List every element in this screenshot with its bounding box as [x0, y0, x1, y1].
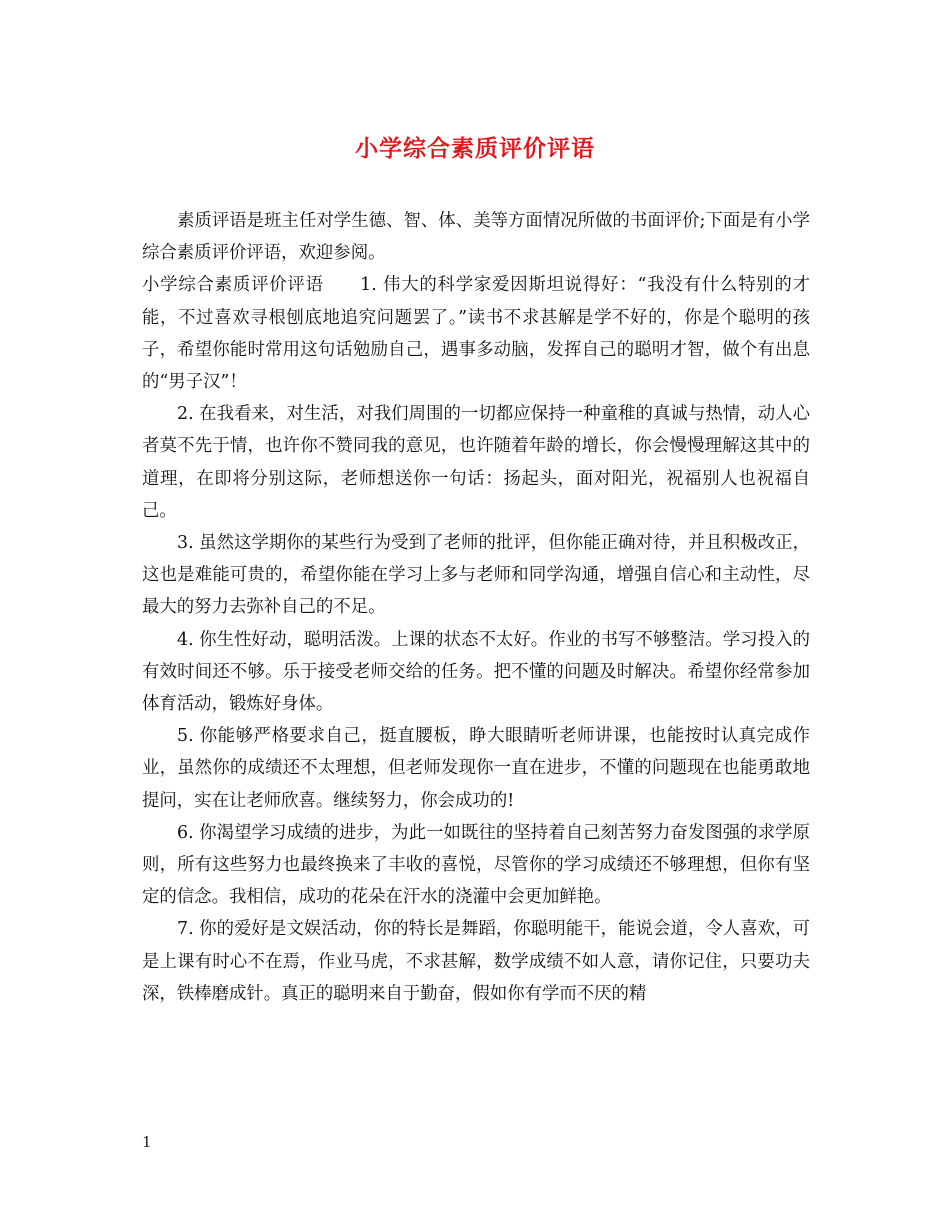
document-body — [142, 205, 810, 1010]
comment-item-7: 7. 你的爱好是文娱活动，你的特长是舞蹈，你聪明能干，能说会道，令人喜欢，可是上课有时心不在焉，作业马虎，不求甚解，数学成绩不如人意，请你记住，只要功夫深，铁棒磨成针。真正的聪明来自于勤奋，假如你有学而不厌的精 — [142, 919, 810, 1004]
comment-item-6: 6. 你渴望学习成绩的进步，为此一如既往的坚持着自己刻苦努力奋发图强的求学原则，所有这些努力也最终换来了丰收的喜悦，尽管你的学习成绩还不够理想，但你有坚定的信念。我相信，成功的花朵在汗水的浇灌中会更加鲜艳。 — [142, 822, 810, 908]
comment-item-1: 小学综合素质评价评语 1. 伟大的科学家爱因斯坦说得好：“我没有什么特别的才能，不过喜欢寻根刨底地追究问题罢了。”读书不求甚解是学不好的，你是个聪明的孩子，希望你能时常用这句话勉励自己，遇事多动脑，发挥自己的聪明才智，做个有出息的“男子汉”！ — [142, 275, 810, 393]
page-number: 1 — [142, 1133, 152, 1151]
document-title: 小学综合素质评价评语 — [355, 135, 595, 162]
comment-item-2: 2. 在我看来，对生活，对我们周围的一切都应保持一种童稚的真诚与热情，动人心者莫不先于情，也许你不赞同我的意见，也许随着年龄的增长，你会慢慢理解这其中的道理，在即将分别这际，老师想送你一句话：扬起头，面对阳光，祝福别人也祝福自己。 — [142, 404, 810, 521]
comment-item-4: 4. 你生性好动，聪明活泼。上课的状态不太好。作业的书写不够整洁。学习投入的有效时间还不够。乐于接受老师交给的任务。把不懂的问题及时解决。希望你经常参加体育活动，锻炼好身体。 — [142, 629, 810, 715]
intro-paragraph: 素质评语是班主任对学生德、智、体、美等方面情况所做的书面评价;下面是有小学综合素质评价评语，欢迎参阅。 — [142, 211, 810, 264]
comment-item-3: 3. 虽然这学期你的某些行为受到了老师的批评，但你能正确对待，并且积极改正，这也是难能可贵的，希望你能在学习上多与老师和同学沟通，增强自信心和主动性，尽最大的努力去弥补自己的不足。 — [142, 533, 810, 618]
comment-item-5: 5. 你能够严格要求自己，挺直腰板，睁大眼睛听老师讲课，也能按时认真完成作业，虽然你的成绩还不太理想，但老师发现你一直在进步，不懂的问题现在也能勇敢地提问，实在让老师欣喜。继续努力，你会成功的! — [142, 726, 810, 811]
